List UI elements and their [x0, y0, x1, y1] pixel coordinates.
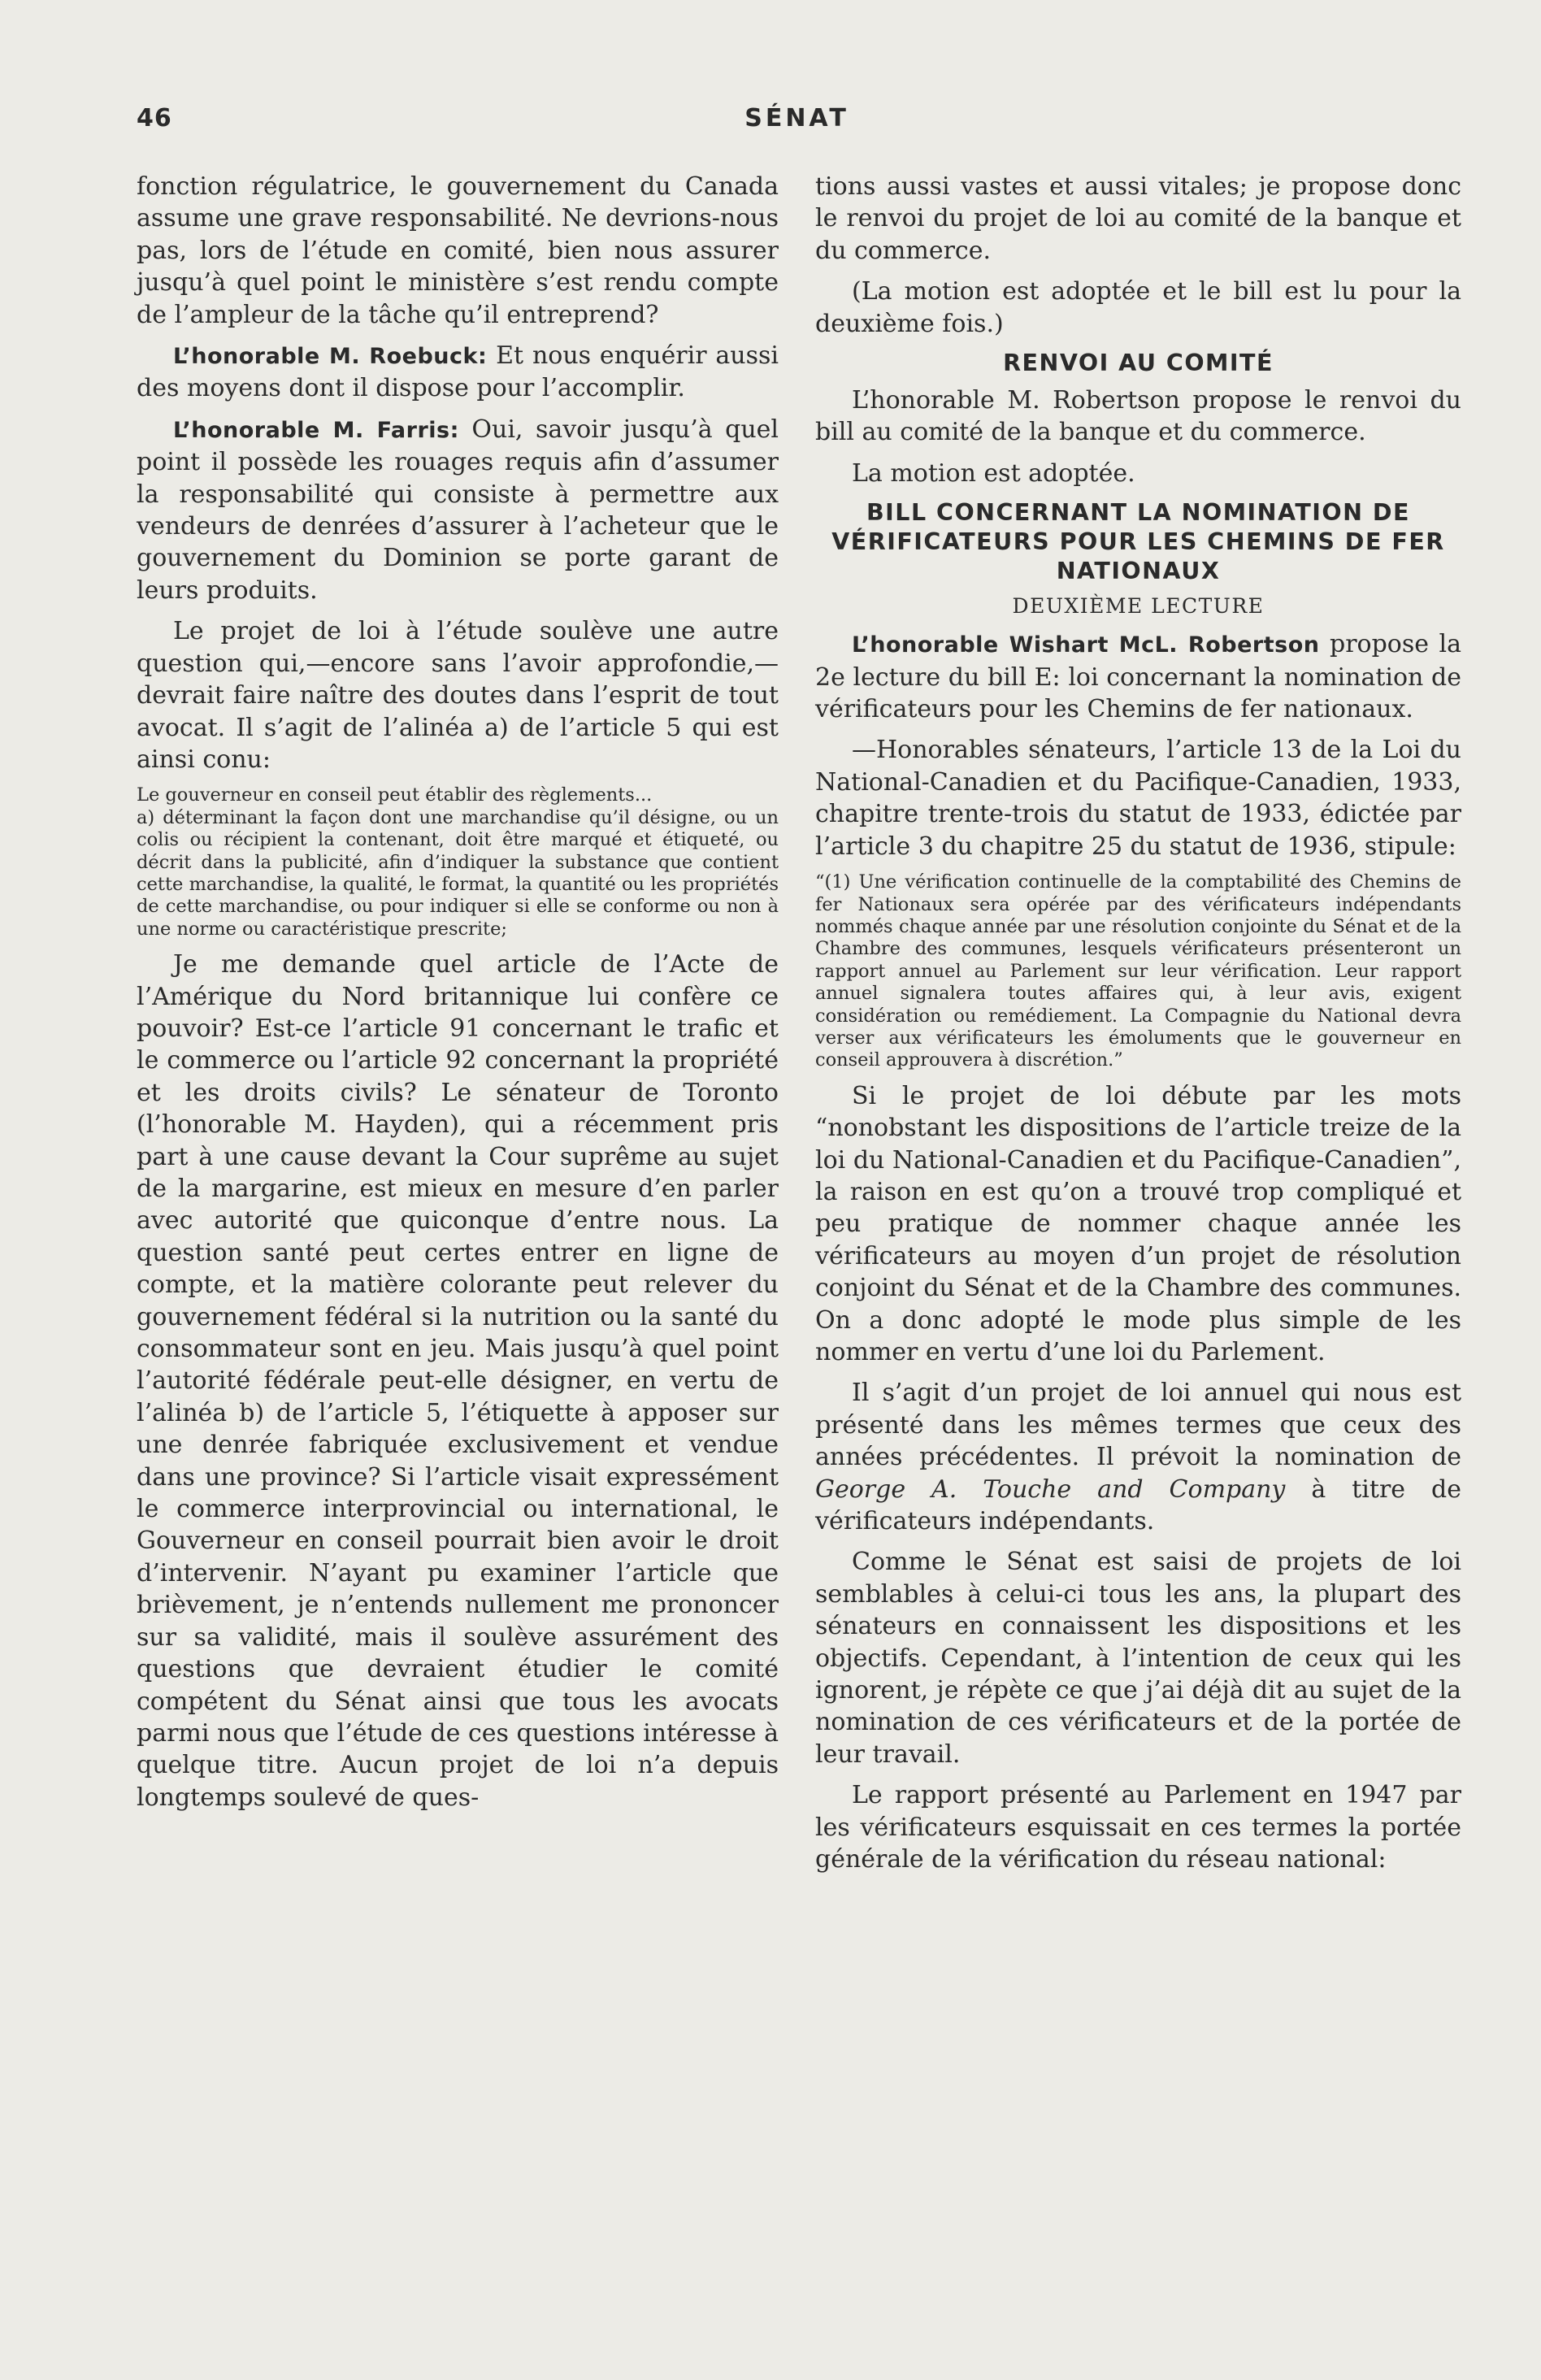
paragraph: Comme le Sénat est saisi de projets de loi semblables à celui-ci tous les ans, la plupart des sénateurs en connaissent les dispositions et les objectifs. Cependant, à l’intention de ceux qui les ignorent, je répète ce que j’ai déjà dit au sujet de la nomination de ces vérificateurs et de la portée de leur travail. [815, 1548, 1461, 1769]
paragraph: Si le projet de loi débute par les mots “nonobstant les dispositions de l’article treize de la loi du National-Canadien et du Pacifique-Canadien”, la raison en est qu’on a trouvé trop compliqué et peu pratique de nommer chaque année les vérificateurs au moyen d’un projet de résolution conjoint du Sénat et de la Chambre des communes. On a donc adopté le mode plus simple de les nommer en vertu d’une loi du Parlement. [815, 1081, 1461, 1366]
paragraph: tions aussi vastes et aussi vitales; je propose donc le renvoi du projet de loi au comité de la banque et du commerce. [815, 172, 1461, 265]
speech-text: propose la 2e lecture du bill E: loi concernant la nomination de vérificateurs pour les Chemins de fer nationaux. [815, 630, 1461, 724]
block-quote [137, 784, 779, 940]
right-column [815, 171, 1461, 1885]
paragraph: La motion est adoptée. [852, 458, 1135, 488]
paragraph: (La motion est adoptée et le bill est lu pour la deuxième fois.) [815, 277, 1461, 338]
paragraph: Le projet de loi à l’étude soulève une autre question qui,—encore sans l’avoir approfondie,—devrait faire naître des doutes dans l’esprit de tout avocat. Il s’agit de l’alinéa a) de l’article 5 qui est ainsi conu: [137, 617, 779, 774]
paragraph: fonction régulatrice, le gouvernement du Canada assume une grave responsabilité. Ne devrions-nous pas, lors de l’étude en comité, bien nous assurer jusqu’à quel point le ministère s’est rendu compte de l’ampleur de la tâche qu’il entreprend? [137, 172, 779, 329]
speaker-name: L’honorable Wishart McL. Robertson [852, 632, 1320, 658]
section-heading: RENVOI AU COMITÉ [1003, 350, 1274, 377]
speech-text: Et nous enquérir aussi des moyens dont il dispose pour l’accomplir. [137, 341, 779, 403]
paragraph [137, 340, 779, 405]
speaker-name: L’honorable M. Farris: [173, 417, 459, 443]
paragraph [815, 1377, 1461, 1537]
subsection-heading: DEUXIÈME LECTURE [1012, 594, 1265, 619]
section-heading: BILL CONCERNANT LA NOMINATION DE VÉRIFICATEURS POUR LES CHEMINS DE FER NATIONAUX [831, 499, 1445, 585]
page-number: 46 [137, 104, 172, 132]
quote-line: “(1) Une vérification continuelle de la comptabilité des Chemins de fer Nationaux sera opérée par des vérificateurs indépendants nommés chaque année par une résolution conjointe du Sénat et de la Chambre des communes, lesquels vérificateurs présenteront un rapport annuel au Parlement sur leur vérification. Leur rapport annuel signalera toutes affaires qui, à leur avis, exigent considération ou remédiement. La Compagnie du National devra verser aux vérificateurs les émoluments que le gouverneur en conseil approuvera à discrétion.” [815, 871, 1461, 1071]
running-head: SÉNAT [744, 104, 849, 132]
quote-line: Le gouverneur en conseil peut établir des règlements... [137, 784, 653, 806]
paragraph: Le rapport présenté au Parlement en 1947 par les vérificateurs esquissait en ces termes la portée générale de la vérification du réseau national: [815, 1781, 1461, 1874]
paragraph [815, 628, 1461, 725]
paragraph [137, 414, 779, 606]
text-run: Il s’agit d’un projet de loi annuel qui nous est présenté dans les mêmes termes que ceux des années précédentes. Il prévoit la nomination de [815, 1379, 1461, 1472]
block-quote [815, 871, 1461, 1072]
speaker-name: L’honorable M. Roebuck: [173, 344, 488, 370]
page-header [137, 104, 1457, 153]
speech-text: Oui, savoir jusqu’à quel point il possède les rouages requis afin d’assumer la responsabilité qui consiste à permettre aux vendeurs de denrées d’assurer à l’acheteur que le gouvernement du Dominion se porte garant de leurs produits. [137, 415, 779, 605]
paragraph: Je me demande quel article de l’Acte de l’Amérique du Nord britannique lui confère ce pouvoir? Est-ce l’article 91 concernant le trafic et le commerce ou l’article 92 concernant la propriété et les droits civils? Le sénateur de Toronto (l’honorable M. Hayden), qui a récemment pris part à une cause devant la Cour suprême au sujet de la margarine, est mieux en mesure d’en parler avec autorité que quiconque d’entre nous. La question santé peut certes entrer en ligne de compte, et la matière colorante peut relever du gouvernement fédéral si la nutrition ou la santé du consommateur sont en jeu. Mais jusqu’à quel point l’autorité fédérale peut-elle désigner, en vertu de l’alinéa b) de l’article 5, l’étiquette à apposer sur une denrée fabriquée exclusivement et vendue dans une province? Si l’article visait expressément le commerce interprovincial ou international, le Gouverneur en conseil pourrait bien avoir le droit d’intervenir. N’ayant pu examiner l’article que brièvement, je n’entends nullement me prononcer sur sa validité, mais il soulève assurément des questions que devraient étudier le comité compétent du Sénat ainsi que tous les avocats parmi nous que l’étude de ces questions intéresse à quelque titre. Aucun projet de loi n’a depuis longtemps soulevé de ques- [137, 950, 779, 1812]
paragraph: L’honorable M. Robertson propose le renvoi du bill au comité de la banque et du commerce. [815, 386, 1461, 447]
quote-line: a) déterminant la façon dont une marchandise qu’il désigne, ou un colis ou récipient la contenant, doit être marqué et étiqueté, ou décrit dans la publicité, afin d’indiquer la substance que contient cette marchandise, la qualité, le format, la quantité ou les propriétés de cette marchandise, ou pour indiquer si elle se conforme ou non à une norme ou caractéristique prescrite; [137, 806, 779, 940]
left-column [137, 171, 779, 1822]
text-run: à titre de vérificateurs indépendants. [815, 1474, 1461, 1536]
paragraph: —Honorables sénateurs, l’article 13 de la Loi du National-Canadien et du Pacifique-Canadien, 1933, chapitre trente-trois du statut de 1933, édictée par l’article 3 du chapitre 25 du statut de 1936, stipule: [815, 736, 1461, 861]
company-name: George A. Touche and Company [815, 1474, 1286, 1504]
